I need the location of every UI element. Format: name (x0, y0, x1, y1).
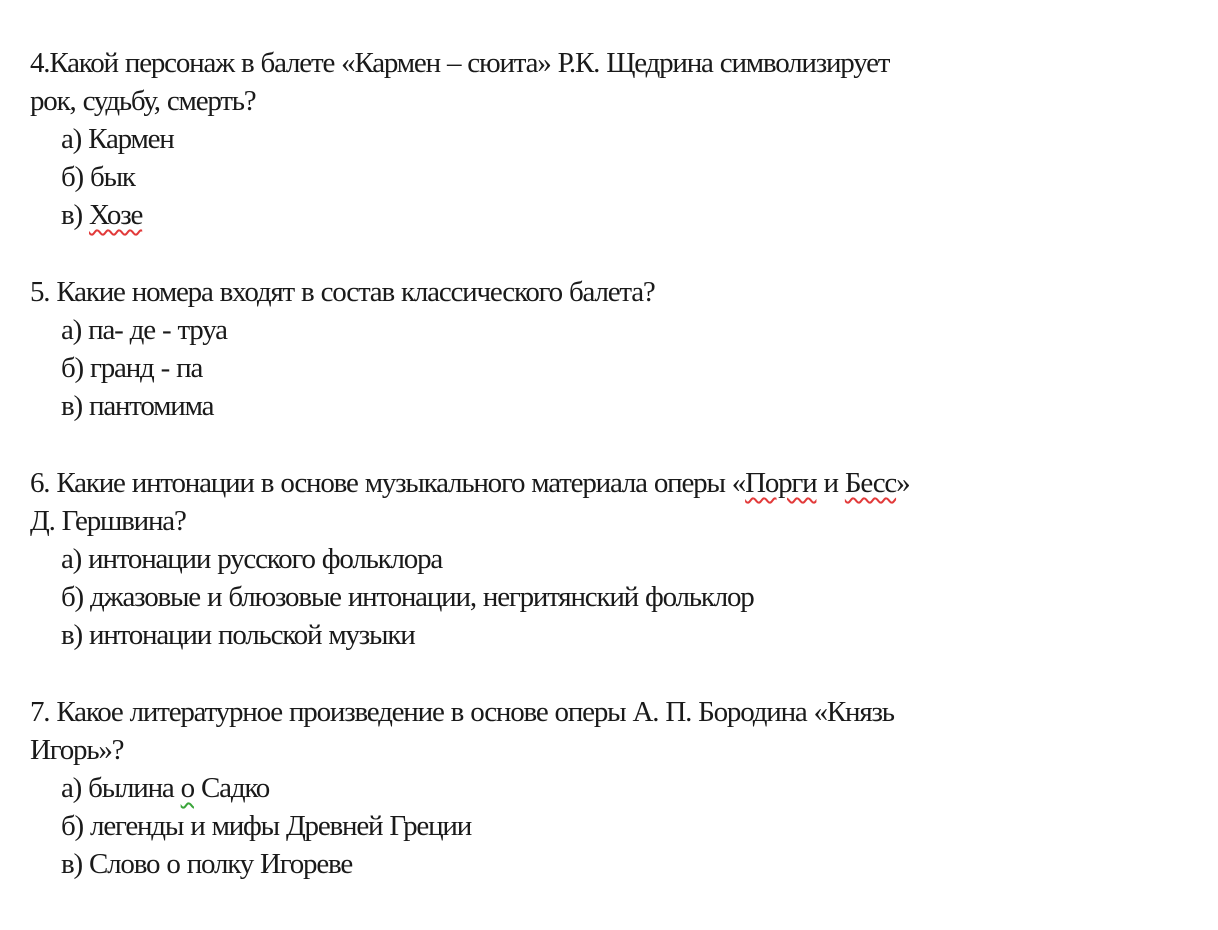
grammar-error-word: о (180, 772, 194, 804)
answer-option-spellcheck (30, 196, 1190, 234)
question-text-part: 6. Какие интонации в основе музыкального материала оперы « (30, 467, 746, 499)
question-text-line: 4.Какой персонаж в балете «Кармен – сюита» Р.К. Щедрина символизирует (30, 47, 890, 79)
spelling-error-word: Порги (745, 467, 817, 499)
question-text-line: рок, судьбу, смерть? (30, 85, 256, 117)
question-text-part: » (896, 467, 910, 499)
answer-option: б) бык (61, 161, 135, 193)
answer-option-suffix: Садко (193, 772, 270, 804)
question-6 (30, 464, 1190, 654)
answer-option-prefix: в) (61, 199, 90, 231)
question-text-line-spellcheck (30, 464, 1190, 502)
question-text-part: и (816, 467, 845, 499)
question-4 (30, 44, 1190, 234)
spelling-error-word: Бесс (844, 467, 897, 499)
answer-option: а) па- де - труа (61, 314, 227, 346)
answer-option: а) Кармен (61, 123, 174, 155)
answer-option: в) интонации польской музыки (61, 619, 415, 651)
question-text-line: Игорь»? (30, 734, 124, 766)
answer-option: б) легенды и мифы Древней Греции (61, 810, 472, 842)
question-text-line: 7. Какое литературное произведение в основе оперы А. П. Бородина «Князь (30, 696, 894, 728)
answer-option-spellcheck (30, 769, 1190, 807)
question-text-line: 5. Какие номера входят в состав классического балета? (30, 276, 655, 308)
answer-option: б) джазовые и блюзовые интонации, негритянский фольклор (61, 581, 754, 613)
spelling-error-word: Хозе (89, 199, 143, 231)
answer-option-prefix: а) былина (61, 772, 181, 804)
answer-option: в) Слово о полку Игореве (61, 848, 353, 880)
answer-option: б) гранд - па (61, 352, 203, 384)
question-text-line: Д. Гершвина? (30, 505, 186, 537)
answer-option: в) пантомима (61, 390, 214, 422)
question-7 (30, 693, 1190, 883)
document-page (30, 44, 1190, 922)
answer-option: а) интонации русского фольклора (61, 543, 443, 575)
question-5 (30, 273, 1190, 425)
